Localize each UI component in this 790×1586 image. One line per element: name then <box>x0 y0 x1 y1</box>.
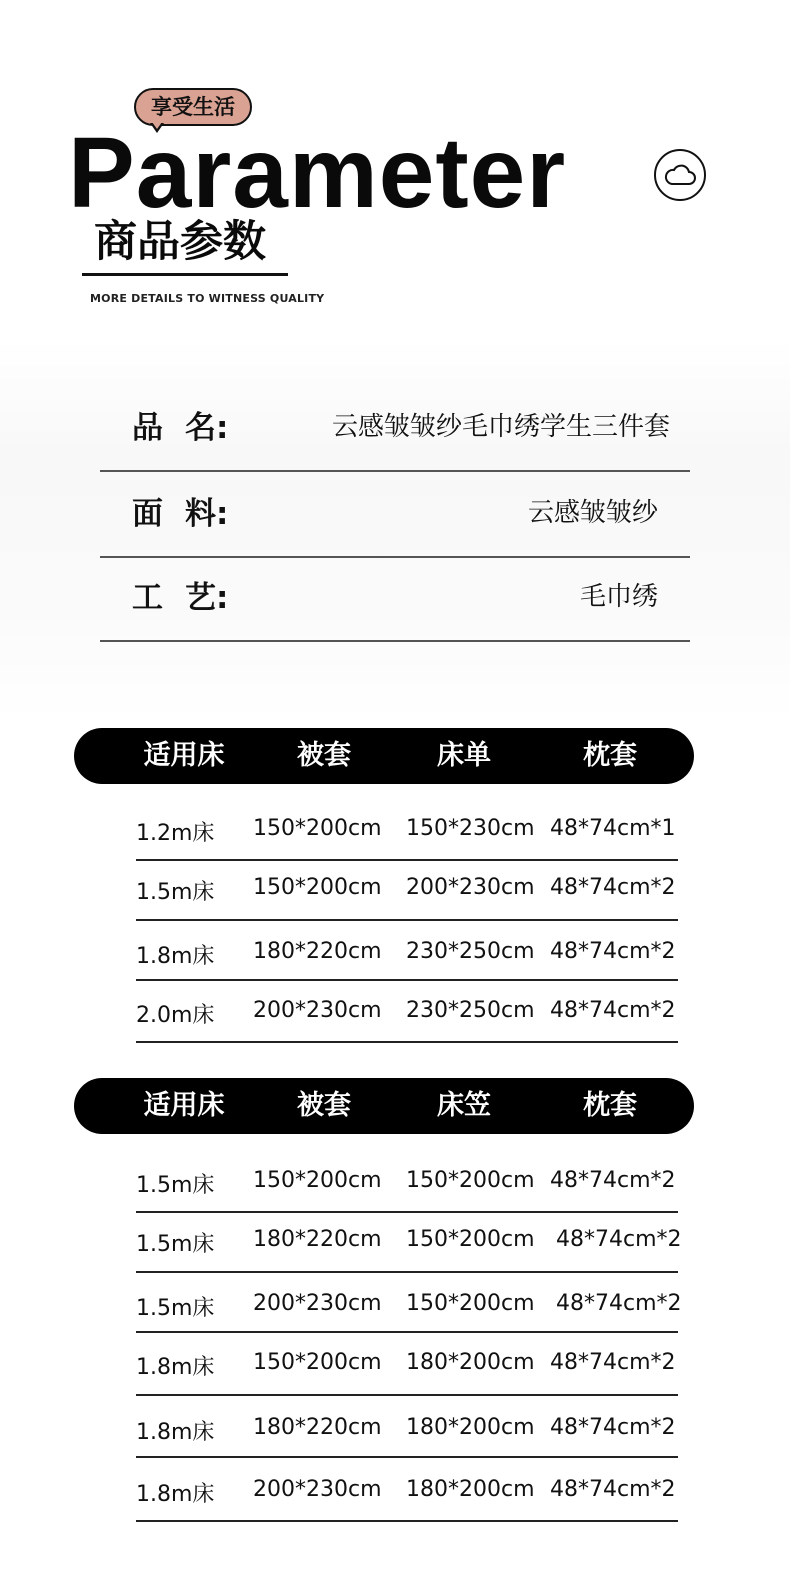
cell-bed: 1.8m床 <box>136 1420 215 1445</box>
cell-duvet: 200*230cm <box>253 998 382 1023</box>
cell-sheet: 230*250cm <box>406 939 535 964</box>
header-bed: 适用床 <box>143 740 225 771</box>
cell-bed: 1.5m床 <box>136 880 215 905</box>
cell-pillowcase: 48*74cm*2 <box>556 1227 682 1252</box>
cell-bed: 1.8m床 <box>136 944 215 969</box>
cell-duvet: 180*220cm <box>253 939 382 964</box>
cell-pillowcase: 48*74cm*2 <box>550 1350 676 1375</box>
tagline: MORE DETAILS TO WITNESS QUALITY <box>90 292 325 305</box>
param-row-name <box>100 386 690 472</box>
cell-sheet: 150*230cm <box>406 816 535 841</box>
header-duvet: 被套 <box>297 740 351 771</box>
cell-fitted-sheet: 150*200cm <box>406 1168 535 1193</box>
cell-duvet: 200*230cm <box>253 1291 382 1316</box>
table2-header <box>74 1078 694 1134</box>
page-subtitle: 商品参数 <box>94 217 266 267</box>
cell-bed: 1.5m床 <box>136 1296 215 1321</box>
row-divider <box>136 1331 678 1333</box>
param-value: 云感皱皱纱 <box>527 498 658 528</box>
cell-bed: 1.2m床 <box>136 821 215 846</box>
cell-duvet: 150*200cm <box>253 1350 382 1375</box>
cell-duvet: 180*220cm <box>253 1227 382 1252</box>
row-divider <box>136 1211 678 1213</box>
cell-pillowcase: 48*74cm*2 <box>550 875 676 900</box>
cell-fitted-sheet: 180*200cm <box>406 1415 535 1440</box>
cell-sheet: 230*250cm <box>406 998 535 1023</box>
cloud-icon <box>654 149 706 201</box>
cell-sheet: 200*230cm <box>406 875 535 900</box>
cell-pillowcase: 48*74cm*2 <box>550 939 676 964</box>
header-pillowcase: 枕套 <box>583 1090 637 1121</box>
header-sheet: 床单 <box>437 740 491 771</box>
param-value: 云感皱皱纱毛巾绣学生三件套 <box>331 412 670 442</box>
row-divider <box>136 1041 678 1043</box>
row-divider <box>136 1520 678 1522</box>
cell-pillowcase: 48*74cm*2 <box>550 1477 676 1502</box>
header-bed: 适用床 <box>143 1090 225 1121</box>
cell-duvet: 200*230cm <box>253 1477 382 1502</box>
cell-duvet: 180*220cm <box>253 1415 382 1440</box>
row-divider <box>136 859 678 861</box>
cell-bed: 2.0m床 <box>136 1003 215 1028</box>
cell-duvet: 150*200cm <box>253 1168 382 1193</box>
lifestyle-badge: 享受生活 <box>134 88 252 126</box>
cell-pillowcase: 48*74cm*1 <box>550 816 676 841</box>
cell-bed: 1.5m床 <box>136 1173 215 1198</box>
param-label: 面 料: <box>132 496 229 532</box>
cell-pillowcase: 48*74cm*2 <box>556 1291 682 1316</box>
param-label: 品 名: <box>132 410 229 446</box>
cell-pillowcase: 48*74cm*2 <box>550 1168 676 1193</box>
row-divider <box>136 919 678 921</box>
cell-duvet: 150*200cm <box>253 816 382 841</box>
param-label: 工 艺: <box>132 580 229 616</box>
row-divider <box>136 1271 678 1273</box>
row-divider <box>136 1394 678 1396</box>
cell-bed: 1.8m床 <box>136 1482 215 1507</box>
cell-bed: 1.5m床 <box>136 1232 215 1257</box>
table1-header <box>74 728 694 784</box>
cell-fitted-sheet: 150*200cm <box>406 1227 535 1252</box>
cell-bed: 1.8m床 <box>136 1355 215 1380</box>
cell-fitted-sheet: 180*200cm <box>406 1477 535 1502</box>
param-value: 毛巾绣 <box>579 582 658 612</box>
header-pillowcase: 枕套 <box>583 740 637 771</box>
page-title: Parameter <box>68 117 567 229</box>
param-row-material <box>100 472 690 558</box>
row-divider <box>136 979 678 981</box>
cell-fitted-sheet: 150*200cm <box>406 1291 535 1316</box>
divider <box>100 640 690 642</box>
param-row-craft <box>100 556 690 642</box>
header-duvet: 被套 <box>297 1090 351 1121</box>
cell-pillowcase: 48*74cm*2 <box>550 998 676 1023</box>
cell-fitted-sheet: 180*200cm <box>406 1350 535 1375</box>
row-divider <box>136 1456 678 1458</box>
cell-pillowcase: 48*74cm*2 <box>550 1415 676 1440</box>
header-fitted-sheet: 床笠 <box>437 1090 491 1121</box>
subtitle-underline <box>82 273 288 276</box>
cell-duvet: 150*200cm <box>253 875 382 900</box>
